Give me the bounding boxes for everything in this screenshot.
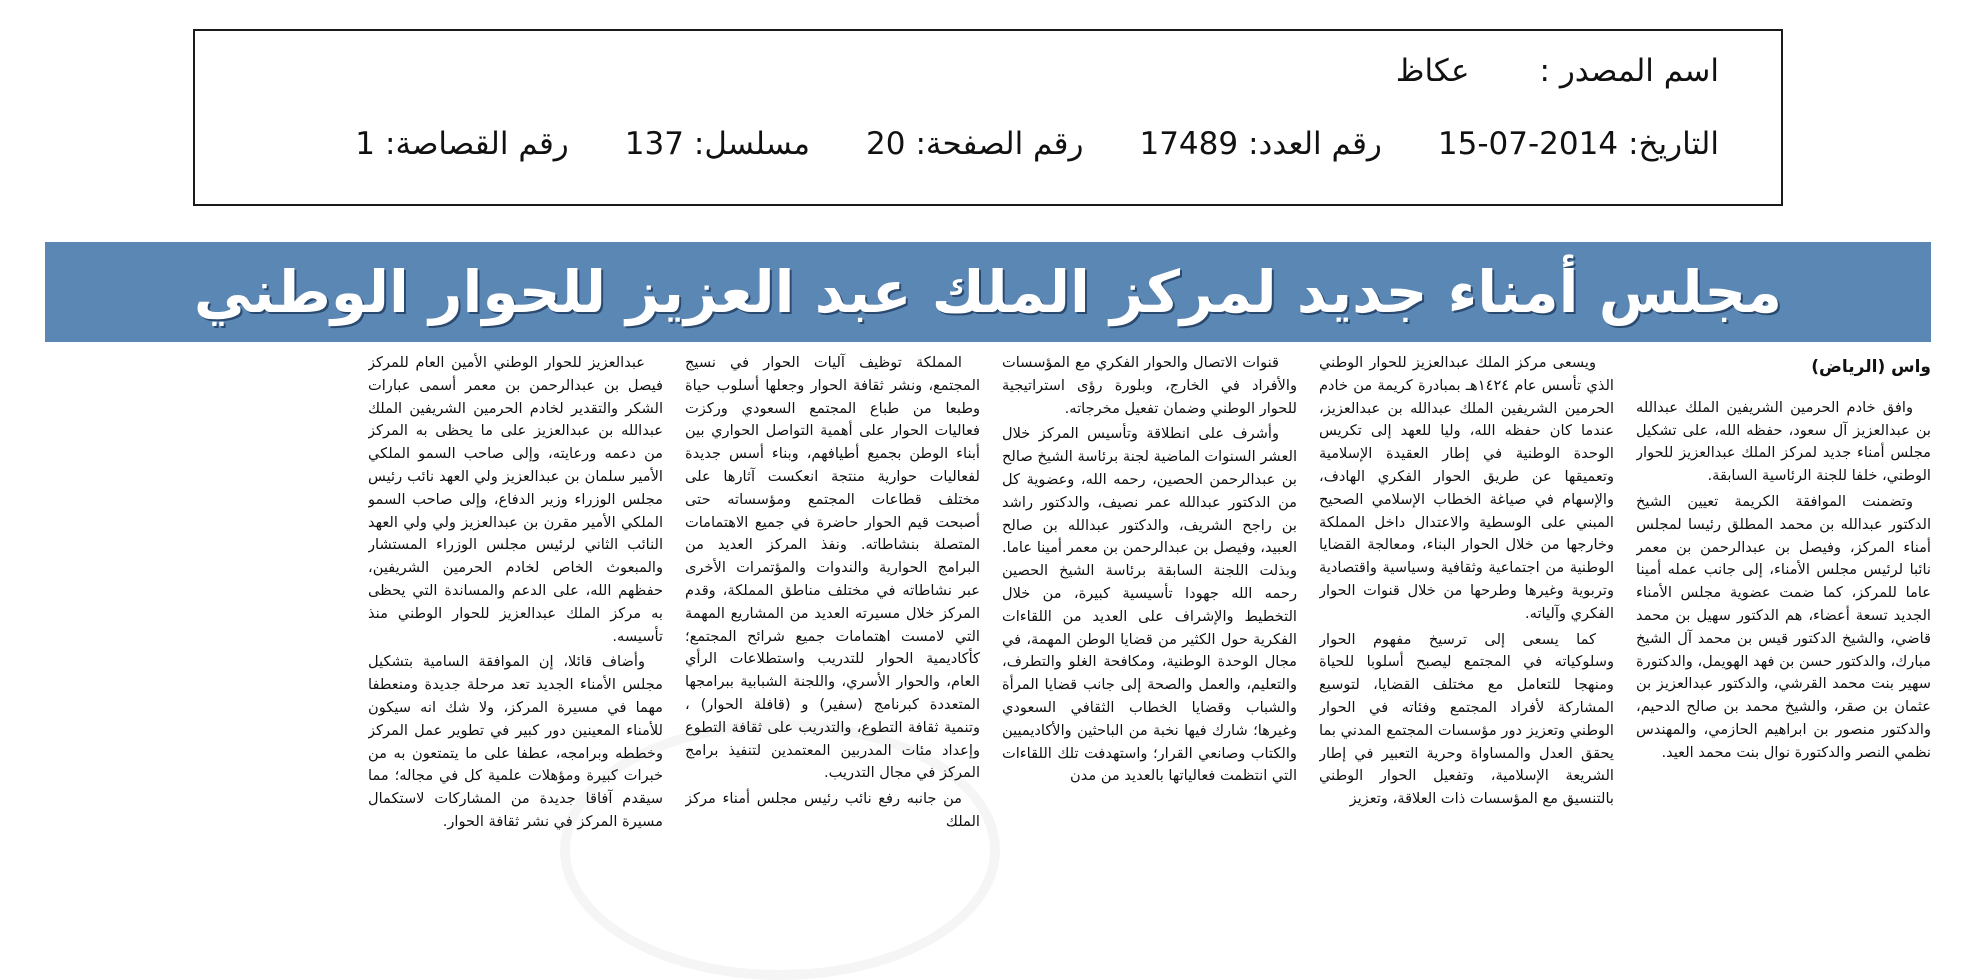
- article-column-5: [368, 352, 663, 877]
- source-value: عكاظ: [1395, 53, 1470, 89]
- source-label: اسم المصدر :: [1539, 53, 1719, 89]
- clipping-metadata-box: [193, 29, 1783, 206]
- paragraph: من جانبه رفع نائب رئيس مجلس أمناء مركز الملك: [685, 790, 980, 830]
- page-field: [866, 126, 1083, 162]
- issue-field: [1139, 126, 1381, 162]
- clip-field: [355, 126, 568, 162]
- article-column-3: [1002, 352, 1297, 877]
- page-value: 20: [866, 126, 906, 162]
- date-label: التاريخ:: [1628, 126, 1719, 162]
- paragraph: وتضمنت الموافقة الكريمة تعيين الشيخ الدكتور عبدالله بن محمد المطلق رئيسا لمجلس أمناء المركز، وفيصل بن عبدالرحمن بن معمر نائبا لرئيس مجلس الأمناء، إلى جانب عمله أمينا عاما للمركز، كما ضمت عضوية مجلس الأمناء الجديد تسعة أعضاء، هم الدكتور سهيل بن محمد قاضي، والشيخ الدكتور قيس بن محمد آل الشيخ مبارك، والدكتور حسن بن فهد الهويمل، والدكتورة سهير بنت محمد القرشي، والدكتور عبدالعزيز بن عثمان بن صقر، والشيخ محمد بن صالح الدحيم، والدكتور منصور بن ابراهيم الحازمي، والمهندس نظمي النصر والدكتورة نوال بنت محمد العيد.: [1636, 492, 1931, 761]
- article-column-1: [1636, 352, 1931, 877]
- page-label: رقم الصفحة:: [915, 126, 1084, 162]
- paragraph: وافق خادم الحرمين الشريفين الملك عبدالله بن عبدالعزيز آل سعود، حفظه الله، على تشكيل مجلس أمناء جديد لمركز الملك عبدالعزيز للحوار الوطني، خلفا للجنة الرئاسية السابقة.: [1636, 398, 1931, 485]
- issue-value: 17489: [1139, 126, 1239, 162]
- issue-label: رقم العدد:: [1248, 126, 1382, 162]
- clip-label: رقم القصاصة:: [385, 126, 569, 162]
- serial-field: [625, 126, 810, 162]
- serial-value: 137: [624, 126, 684, 162]
- article-body: [45, 352, 1931, 877]
- details-row: [355, 126, 1719, 162]
- headline: مجلس أمناء جديد لمركز الملك عبد العزيز للحوار الوطني: [193, 258, 1783, 326]
- serial-label: مسلسل:: [693, 126, 811, 162]
- paragraph: المملكة توظيف آليات الحوار في نسيج المجتمع، ونشر ثقافة الحوار وجعلها أسلوب حياة وطبعا من طباع المجتمع السعودي وركزت فعاليات الحوار على أهمية التواصل الحواري بين أبناء الوطن بجميع أطيافهم، وبناء أسس جديدة لفعاليات حوارية منتجة انعكست آثارها على مختلف قطاعات المجتمع ومؤسساته حتى أصبحت قيم الحوار حاضرة في جميع الاهتمامات المتصلة بنشاطاته. ونفذ المركز العديد من البرامج الحوارية والندوات والمؤتمرات الأخرى عبر نشاطاته في مختلف مناطق المملكة، وقدم المركز خلال مسيرته العديد من المشاريع المهمة التي لامست اهتمامات جميع شرائح المجتمع؛ كأكاديمية الحوار للتدريب واستطلاعات الرأي العام، والحوار الأسري، واللجنة الشبابية ببرامجها المتعددة كبرنامج (سفير) و (قافلة الحوار) ، وتنمية ثقافة التطوع، والتدريب على ثقافة التطوع وإعداد مئات المدربين المعتمدين لتنفيذ برامج المركز في مجال التدريب.: [685, 354, 980, 782]
- paragraph: عبدالعزيز للحوار الوطني الأمين العام للمركز فيصل بن عبدالرحمن بن معمر أسمى عبارات الشكر والتقدير لخادم الحرمين الشريفين الملك عبدالله بن عبدالعزيز على ما يحظى به المركز من دعمه ورعايته، وإلى صاحب السمو الملكي الأمير سلمان بن عبدالعزيز ولي العهد نائب رئيس مجلس الوزراء وزير الدفاع، وإلى صاحب السمو الملكي الأمير مقرن بن عبدالعزيز ولي ولي العهد النائب الثاني لرئيس مجلس الوزراء المستشار والمبعوث الخاص لخادم الحرمين الشريفين، حفظهم الله، على الدعم والمساندة التي يحظى به مركز الملك عبدالعزيز للحوار الوطني منذ تأسيسه.: [368, 354, 663, 645]
- clip-value: 1: [355, 126, 376, 162]
- paragraph: وأشرف على انطلاقة وتأسيس المركز خلال العشر السنوات الماضية لجنة برئاسة الشيخ صالح بن عبدالرحمن الحصين، رحمه الله، وعضوية كل من الدكتور عبدالله عمر نصيف، والدكتور راشد بن راجح الشريف، والدكتور عبدالله بن صالح العبيد، وفيصل بن عبدالرحمن بن معمر أمينا عاما. وبذلت اللجنة السابقة برئاسة الشيخ الحصين رحمه الله جهودا تأسيسية كبيرة، من خلال التخطيط والإشراف على العديد من اللقاءات الفكرية حول الكثير من قضايا الوطن المهمة، في مجال الوحدة الوطنية، ومكافحة الغلو والتطرف، والتعليم، والعمل والصحة إلى جانب قضايا المرأة والشباب وقضايا الخطاب الثقافي السعودي وغيرها؛ شارك فيها نخبة من الباحثين والأكاديميين والكتاب وصانعي القرار؛ واستهدفت تلك اللقاءات التي انتظمت فعالياتها بالعديد من مدن: [1002, 425, 1297, 785]
- paragraph: ويسعى مركز الملك عبدالعزيز للحوار الوطني الذي تأسس عام ١٤٢٤هـ بمبادرة كريمة من خادم الحرمين الشريفين الملك عبدالله بن عبدالعزيز، عندما كان حفظه الله، وليا للعهد إلى تكريس الوحدة الوطنية في إطار العقيدة الإسلامية وتعميقها عن طريق الحوار الفكري الهادف، والإسهام في صياغة الخطاب الإسلامي الصحيح المبني على الوسطية والاعتدال داخل المملكة وخارجها من خلال الحوار البناء، ومعالجة القضايا الوطنية من اجتماعية وثقافية وسياسية واقتصادية وتربوية وغيرها وطرحها من خلال قنوات الحوار الفكري وآلياته.: [1319, 354, 1614, 622]
- paragraph: قنوات الاتصال والحوار الفكري مع المؤسسات والأفراد في الخارج، وبلورة رؤى استراتيجية للحوار الوطني وضمان تفعيل مخرجاته.: [1002, 354, 1297, 417]
- date-field: [1438, 126, 1719, 162]
- article-column-4: [685, 352, 980, 877]
- dateline: واس (الرياض): [1811, 357, 1931, 377]
- source-row: [1396, 53, 1719, 89]
- article-column-2: [1319, 352, 1614, 877]
- paragraph: وأضاف قائلا، إن الموافقة السامية بتشكيل مجلس الأمناء الجديد تعد مرحلة جديدة ومنعطفا مهما في مسيرة المركز، ولا شك انه سيكون للأمناء المعينين دور كبير في تطوير عمل المركز وخططه وبرامجه، عطفا على ما يتمتعون به من خبرات كبيرة ومؤهلات علمية كل في مجاله؛ مما سيقدم آفاقا جديدة من المشاركات لاستكمال مسيرة المركز في نشر ثقافة الحوار.: [368, 653, 663, 830]
- date-value: 15-07-2014: [1437, 126, 1619, 162]
- paragraph: كما يسعى إلى ترسيخ مفهوم الحوار وسلوكياته في المجتمع ليصبح أسلوبا للحياة ومنهجا للتعامل مع مختلف القضايا، لتوسيع المشاركة لأفراد المجتمع وفئاته في الحوار الوطني وتعزيز دور مؤسسات المجتمع المدني بما يحقق العدل والمساواة وحرية التعبير في إطار الشريعة الإسلامية، وتفعيل الحوار الوطني بالتنسيق مع المؤسسات ذات العلاقة، وتعزيز: [1319, 630, 1614, 808]
- headline-banner: [45, 242, 1931, 342]
